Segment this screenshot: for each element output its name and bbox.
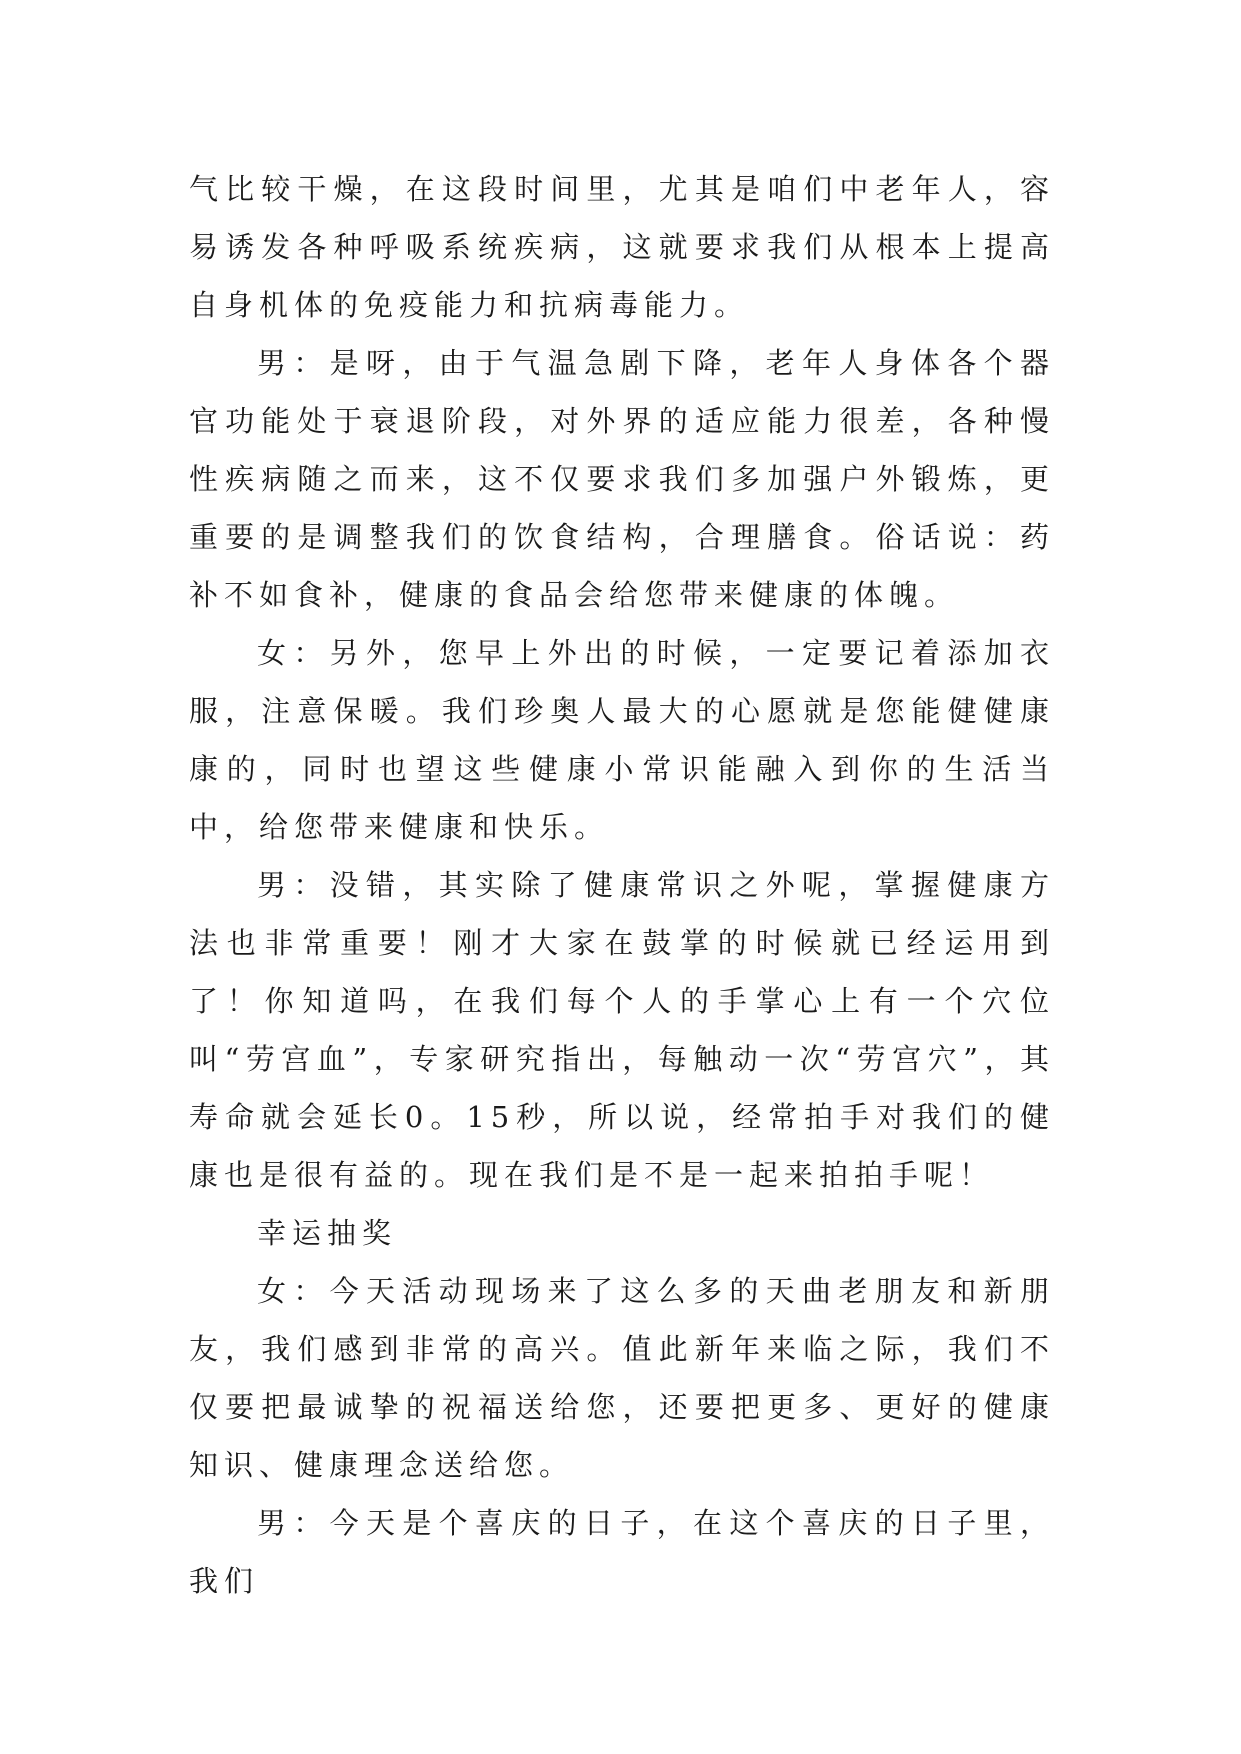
paragraph-male-2: 男：没错，其实除了健康常识之外呢，掌握健康方法也非常重要！刚才大家在鼓掌的时候就已经运用到了！你知道吗，在我们每个人的手掌心上有一个穴位叫“劳宫血”，专家研究指出，每触动一次“劳宫穴”，其寿命就会延长0。15秒，所以说，经常拍手对我们的健康也是很有益的。现在我们是不是一起来拍拍手呢！ (189, 868, 1055, 1192)
paragraph-female-2: 女：今天活动现场来了这么多的天曲老朋友和新朋友，我们感到非常的高兴。值此新年来临之际，我们不仅要把最诚挚的祝福送给您，还要把更多、更好的健康知识、健康理念送给您。 (189, 1274, 1055, 1482)
paragraph-female-1: 女：另外，您早上外出的时候，一定要记着添加衣服，注意保暖。我们珍奥人最大的心愿就是您能健健康康的，同时也望这些健康小常识能融入到你的生活当中，给您带来健康和快乐。 (189, 636, 1055, 844)
paragraph-male-3: 男：今天是个喜庆的日子，在这个喜庆的日子里，我们 (189, 1506, 1055, 1598)
paragraph-intro: 气比较干燥，在这段时间里，尤其是咱们中老年人，容易诱发各种呼吸系统疾病，这就要求我们从根本上提高自身机体的免疫能力和抗病毒能力。 (189, 172, 1055, 322)
document-page (189, 160, 1055, 1610)
section-heading-lucky-draw: 幸运抽奖 (257, 1216, 398, 1250)
paragraph-male-1: 男：是呀，由于气温急剧下降，老年人身体各个器官功能处于衰退阶段，对外界的适应能力很差，各种慢性疾病随之而来，这不仅要求我们多加强户外锻炼，更重要的是调整我们的饮食结构，合理膳食。俗话说：药补不如食补，健康的食品会给您带来健康的体魄。 (189, 346, 1055, 612)
